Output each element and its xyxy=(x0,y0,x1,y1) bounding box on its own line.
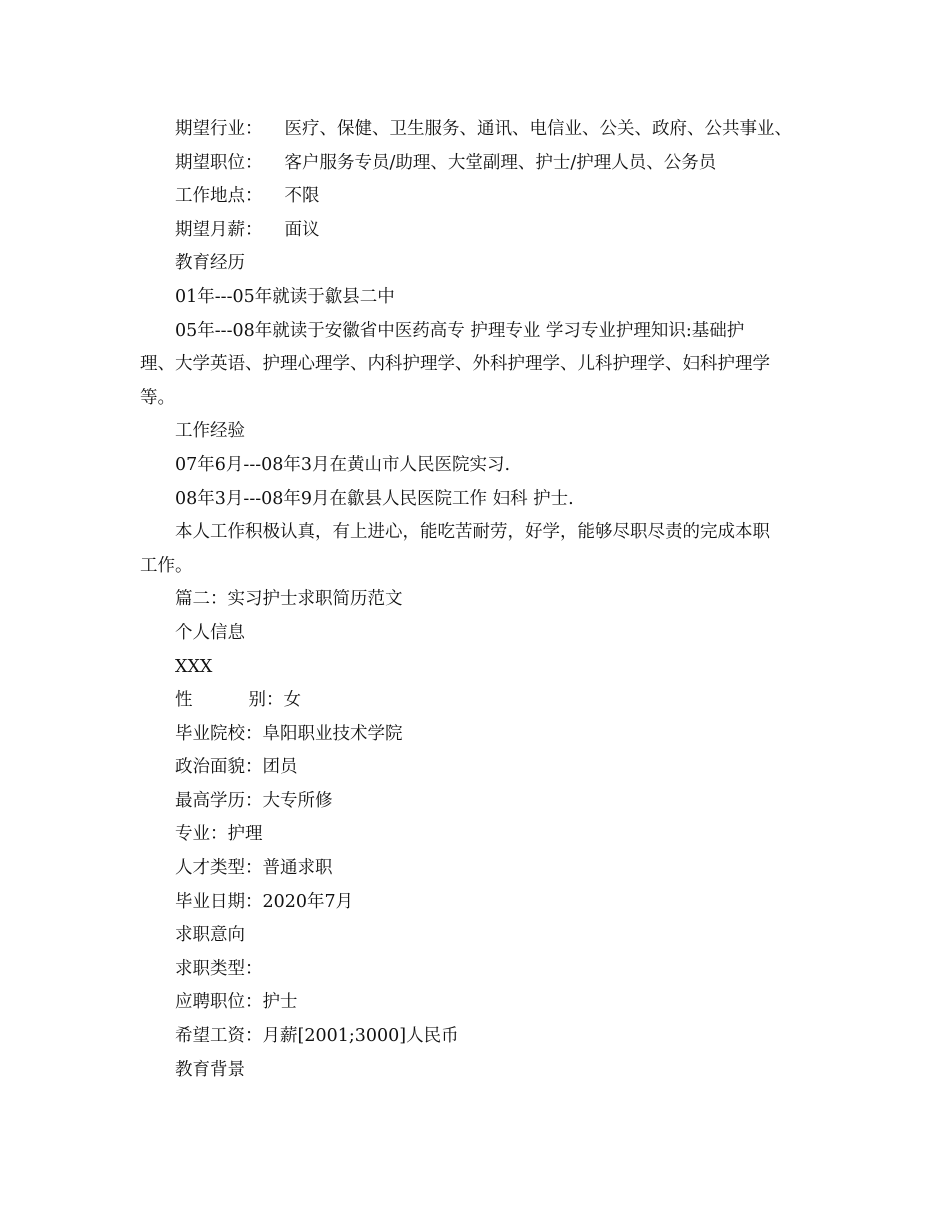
gender-label-char: 性 xyxy=(175,690,193,711)
work-entry-1: 07年6月---08年3月在黄山市人民医院实习. xyxy=(175,454,511,475)
expected-position-label: 期望职位： xyxy=(175,152,263,173)
education-history-heading: 教育经历 xyxy=(175,253,245,274)
political-status-line: 政治面貌：团员 xyxy=(175,757,298,778)
major-line: 专业：护理 xyxy=(175,824,263,845)
job-type-line: 求职类型： xyxy=(175,958,263,979)
graduation-date-line: 毕业日期：2020年7月 xyxy=(175,891,354,912)
work-location-line xyxy=(140,180,813,214)
expected-salary-value: 面议 xyxy=(284,219,320,240)
applied-position-line: 应聘职位：护士 xyxy=(175,992,298,1013)
expected-position-value: 客户服务专员/助理、大堂副理、护士/护理人员、公务员 xyxy=(284,152,717,173)
gender-value: 别：女 xyxy=(248,690,301,711)
expected-industry-value: 医疗、保健、卫生服务、通讯、电信业、公关、政府、公共事业、 xyxy=(284,119,792,139)
document-body xyxy=(140,113,813,1087)
section-two-title: 篇二：实习护士求职简历范文 xyxy=(175,589,403,610)
self-evaluation xyxy=(140,516,813,583)
work-experience-heading: 工作经验 xyxy=(175,421,245,442)
expected-wage-line: 希望工资：月薪[2001;3000]人民币 xyxy=(175,1026,459,1047)
job-intention-heading: 求职意向 xyxy=(175,925,245,946)
name-placeholder: XXX xyxy=(175,656,213,677)
education-entry-2 xyxy=(140,315,813,416)
education-entry-2-line-2: 理、大学英语、护理心理学、内科护理学、外科护理学、儿科护理学、妇科护理学 xyxy=(140,354,770,375)
expected-salary-label: 期望月薪： xyxy=(175,219,263,240)
highest-education-line: 最高学历：大专所修 xyxy=(175,790,333,811)
self-evaluation-line-2: 工作。 xyxy=(140,555,193,576)
talent-type-line: 人才类型：普通求职 xyxy=(175,858,333,879)
education-background-heading: 教育背景 xyxy=(175,1059,245,1080)
education-entry-2-line-3: 等。 xyxy=(140,387,175,408)
expected-industry-line xyxy=(140,113,813,147)
education-entry-1: 01年---05年就读于歙县二中 xyxy=(175,286,395,307)
expected-position-line xyxy=(140,147,813,181)
work-location-label: 工作地点： xyxy=(175,186,263,207)
graduate-school-line: 毕业院校：阜阳职业技术学院 xyxy=(175,723,403,744)
expected-industry-label: 期望行业： xyxy=(175,119,263,139)
education-entry-2-line-1: 05年---08年就读于安徽省中医药高专 护理专业 学习专业护理知识:基础护 xyxy=(175,320,745,341)
self-evaluation-line-1: 本人工作积极认真，有上进心，能吃苦耐劳，好学，能够尽职尽责的完成本职 xyxy=(175,522,770,543)
gender-line xyxy=(140,684,813,718)
work-location-value: 不限 xyxy=(284,186,320,207)
expected-salary-line xyxy=(140,214,813,248)
personal-info-heading: 个人信息 xyxy=(175,622,245,643)
work-entry-2: 08年3月---08年9月在歙县人民医院工作 妇科 护士. xyxy=(175,488,574,509)
